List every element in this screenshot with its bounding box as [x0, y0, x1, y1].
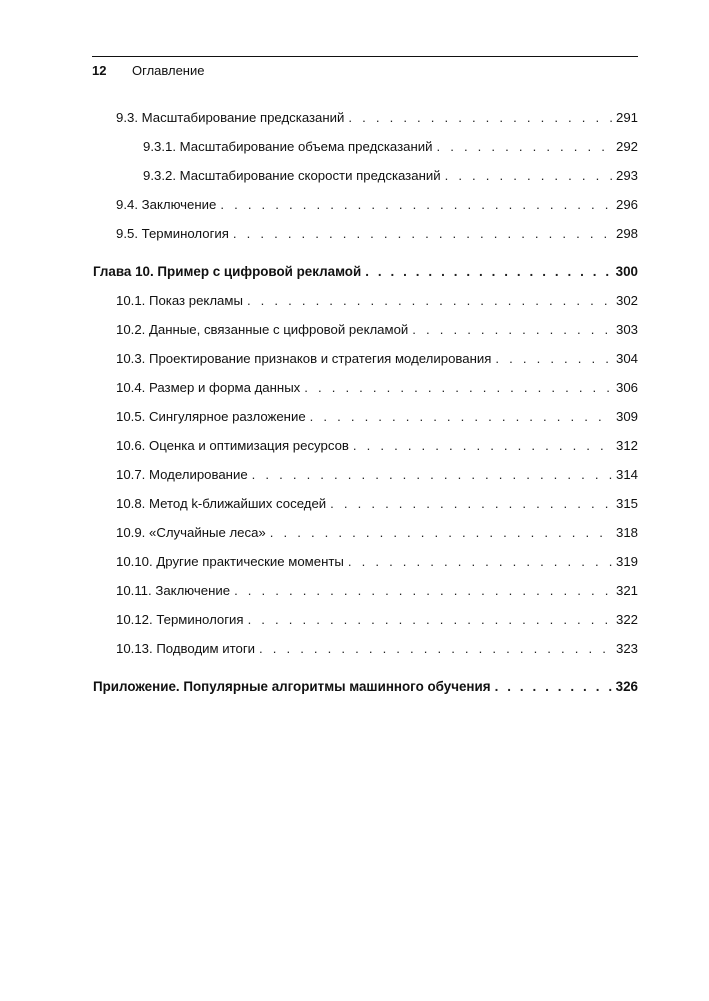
toc-entry-label: 9.4. Заключение	[116, 197, 217, 212]
toc-entry-page: 312	[615, 438, 638, 453]
toc-entry-label: 10.11. Заключение	[116, 583, 231, 598]
toc-entry-page: 323	[615, 641, 638, 656]
toc-entry-9-3[interactable]	[116, 110, 638, 125]
leader-dots	[412, 322, 612, 337]
toc-entry-page: 321	[615, 583, 638, 598]
toc-entry-10-9[interactable]	[116, 525, 638, 540]
toc-entry-label: 9.3.1. Масштабирование объема предсказаний	[143, 139, 433, 154]
toc-entry-label: 10.9. «Случайные леса»	[116, 525, 266, 540]
toc-entry-label: 10.5. Сингулярное разложение	[116, 409, 306, 424]
leader-dots	[248, 612, 612, 627]
leader-dots	[353, 438, 612, 453]
toc-appendix[interactable]	[93, 679, 638, 694]
leader-dots	[365, 264, 611, 279]
toc-entry-label: 10.10. Другие практические моменты	[116, 554, 344, 569]
toc-entry-label: 10.12. Терминология	[116, 612, 244, 627]
toc-entry-label: 9.3.2. Масштабирование скорости предсказаний	[143, 168, 441, 183]
toc-entry-10-10[interactable]	[116, 554, 638, 569]
toc-chapter-10[interactable]	[93, 264, 638, 279]
toc-entry-label: 10.3. Проектирование признаков и стратегия моделирования	[116, 351, 492, 366]
toc-entry-page: 303	[615, 322, 638, 337]
toc-entry-label: 10.8. Метод k-ближайших соседей	[116, 496, 327, 511]
toc-entry-label: 10.7. Моделирование	[116, 467, 248, 482]
leader-dots	[437, 139, 612, 154]
toc-entry-page: 319	[615, 554, 638, 569]
toc-entry-page: 322	[615, 612, 638, 627]
toc-entry-9-3-1[interactable]	[143, 139, 638, 154]
leader-dots	[445, 168, 612, 183]
leader-dots	[259, 641, 612, 656]
toc-entry-label: 10.1. Показ рекламы	[116, 293, 243, 308]
toc-appendix-label: Приложение. Популярные алгоритмы машинного обучения	[93, 679, 491, 694]
page-number: 12	[92, 63, 107, 78]
toc-entry-page: 309	[615, 409, 638, 424]
toc-appendix-page: 326	[615, 679, 638, 694]
leader-dots	[220, 197, 612, 212]
toc-entry-page: 296	[615, 197, 638, 212]
toc-entry-page: 291	[615, 110, 638, 125]
toc-entry-label: 9.3. Масштабирование предсказаний	[116, 110, 345, 125]
toc-entry-10-6[interactable]	[116, 438, 638, 453]
toc-entry-label: 9.5. Терминология	[116, 226, 229, 241]
toc-entry-page: 298	[615, 226, 638, 241]
toc-entry-page: 314	[615, 467, 638, 482]
leader-dots	[252, 467, 612, 482]
leader-dots	[310, 409, 612, 424]
toc-entry-label: 10.4. Размер и форма данных	[116, 380, 301, 395]
toc-entry-9-4[interactable]	[116, 197, 638, 212]
toc-entry-10-13[interactable]	[116, 641, 638, 656]
toc-entry-label: 10.13. Подводим итоги	[116, 641, 256, 656]
toc-entry-page: 306	[615, 380, 638, 395]
toc-chapter-label: Глава 10. Пример с цифровой рекламой	[93, 264, 362, 279]
toc-entry-label: 10.2. Данные, связанные с цифровой рекламой	[116, 322, 409, 337]
toc-entry-10-3[interactable]	[116, 351, 638, 366]
leader-dots	[304, 380, 612, 395]
running-header	[92, 56, 638, 79]
leader-dots	[330, 496, 612, 511]
leader-dots	[270, 525, 612, 540]
toc-entry-9-3-2[interactable]	[143, 168, 638, 183]
toc-entry-page: 304	[615, 351, 638, 366]
toc-chapter-page: 300	[615, 264, 638, 279]
toc-entry-label: 10.6. Оценка и оптимизация ресурсов	[116, 438, 349, 453]
toc-entry-page: 318	[615, 525, 638, 540]
leader-dots	[233, 226, 612, 241]
toc-entry-10-8[interactable]	[116, 496, 638, 511]
toc-entry-10-7[interactable]	[116, 467, 638, 482]
leader-dots	[247, 293, 612, 308]
leader-dots	[234, 583, 612, 598]
leader-dots	[495, 351, 612, 366]
toc-entry-10-1[interactable]	[116, 293, 638, 308]
running-title: Оглавление	[132, 63, 205, 78]
toc-entry-page: 293	[615, 168, 638, 183]
leader-dots	[348, 554, 612, 569]
leader-dots	[495, 679, 612, 694]
toc-entry-10-12[interactable]	[116, 612, 638, 627]
leader-dots	[348, 110, 612, 125]
toc-entry-10-11[interactable]	[116, 583, 638, 598]
toc-entry-page: 302	[615, 293, 638, 308]
toc-entry-page: 315	[615, 496, 638, 511]
toc-entry-page: 292	[615, 139, 638, 154]
toc-entry-10-4[interactable]	[116, 380, 638, 395]
toc-entry-9-5[interactable]	[116, 226, 638, 241]
toc-entry-10-5[interactable]	[116, 409, 638, 424]
toc-entry-10-2[interactable]	[116, 322, 638, 337]
